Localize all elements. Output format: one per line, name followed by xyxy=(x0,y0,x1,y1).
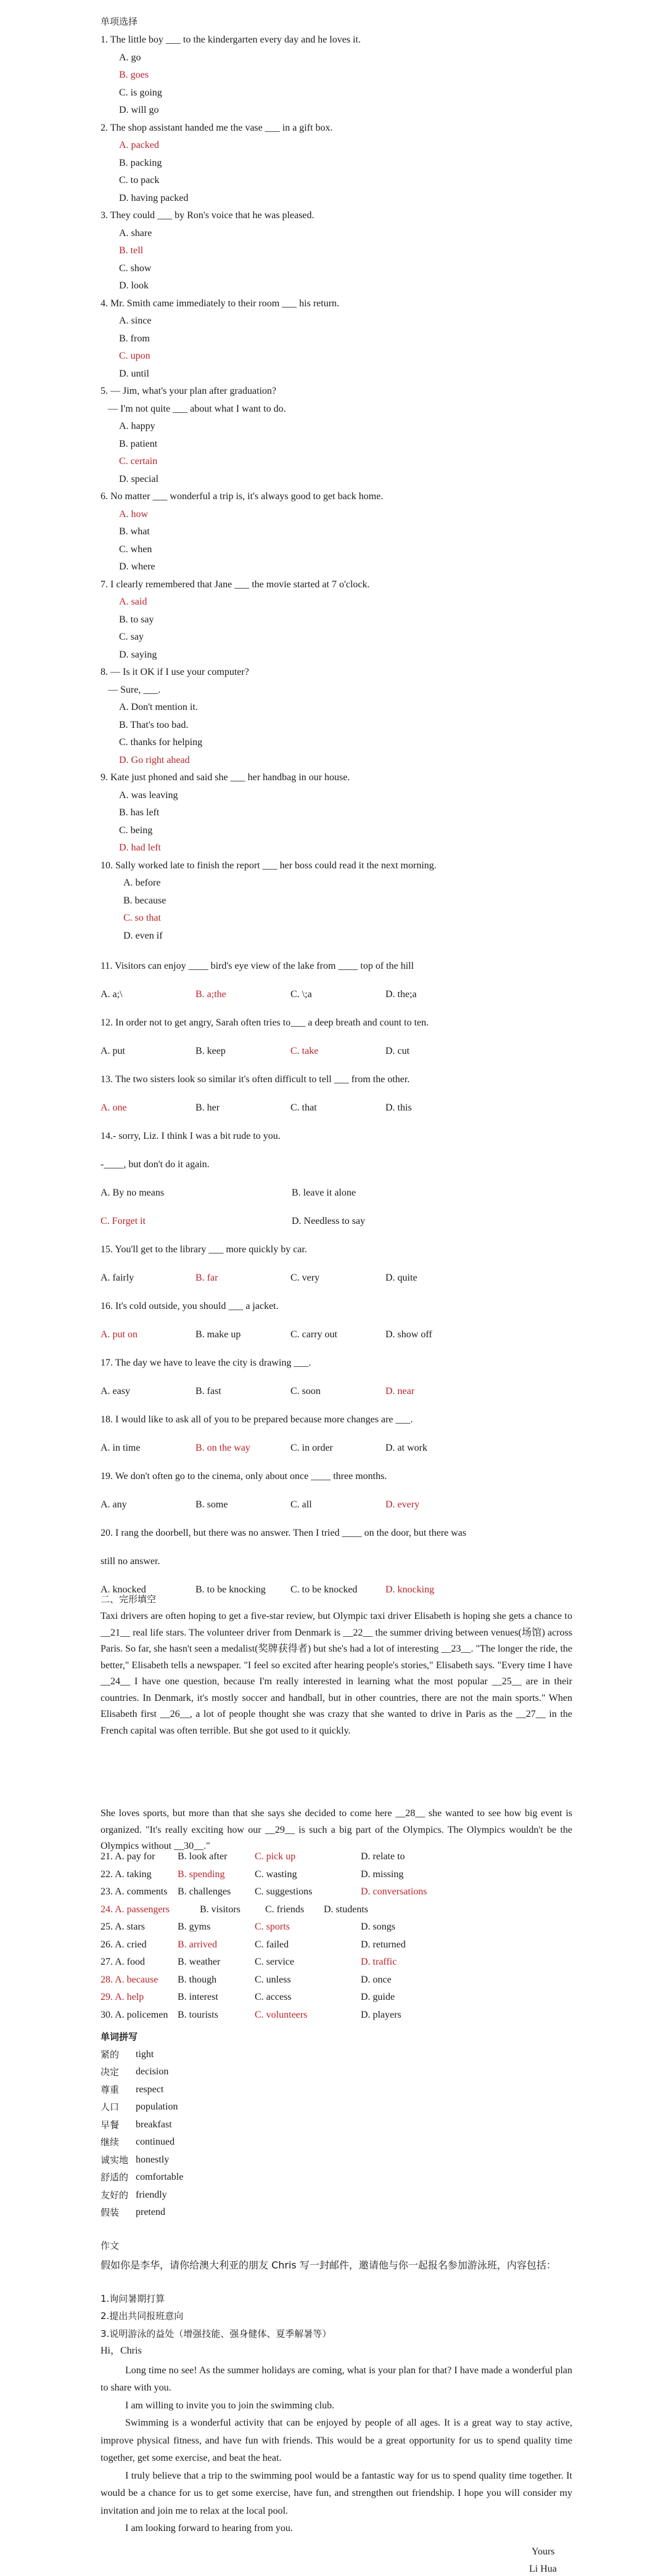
writing-point: 2.提出共同报班意向 xyxy=(101,2310,184,2321)
answer-option: B. her xyxy=(195,1103,220,1113)
answer-option: C. access xyxy=(255,1992,292,2002)
answer-option: D. cut xyxy=(385,1046,410,1056)
answer-option: C. in order xyxy=(290,1443,333,1453)
answer-option: C. \;a xyxy=(290,989,312,1000)
spelling-english: honestly xyxy=(136,2154,170,2165)
answer-option: B. though xyxy=(178,1974,217,1985)
answer-option: A. since xyxy=(119,316,152,326)
answer-option: B. weather xyxy=(178,1957,221,1967)
question-stem: 20. I rang the doorbell, but there was no answer. Then I tried ____ on the door, but there was xyxy=(101,1528,467,1538)
answer-option-correct: D. conversations xyxy=(361,1886,427,1897)
answer-option-correct: A. one xyxy=(101,1103,127,1113)
answer-option-correct: D. every xyxy=(385,1499,420,1510)
answer-option: D. where xyxy=(119,561,155,572)
section-heading-spelling: 单词拼写 xyxy=(101,2031,138,2042)
answer-option: D. quite xyxy=(385,1273,417,1283)
answer-option: D. saying xyxy=(119,649,157,660)
answer-option-correct: C. volunteers xyxy=(255,2009,308,2020)
answer-option: C. unless xyxy=(255,1974,291,1985)
question-stem-line2: -____, but don't do it again. xyxy=(101,1159,210,1170)
answer-option-correct: D. near xyxy=(385,1386,415,1396)
spelling-english: breakfast xyxy=(136,2119,172,2130)
answer-option: C. when xyxy=(119,544,152,555)
question-stem: 8. — Is it OK if I use your computer? xyxy=(101,667,249,677)
answer-option: A. in time xyxy=(101,1443,141,1453)
answer-option: D. returned xyxy=(361,1939,406,1950)
answer-option: B. patient xyxy=(119,438,158,449)
answer-option: D. relate to xyxy=(361,1851,405,1862)
answer-option: D. guide xyxy=(361,1992,395,2002)
section-heading-writing: 作文 xyxy=(101,2240,120,2251)
spelling-english: friendly xyxy=(136,2189,167,2200)
question-stem: 18. I would like to ask all of you to be prepared because more changes are ___. xyxy=(101,1414,413,1425)
answer-option: B. to say xyxy=(119,614,154,625)
answer-option: B. some xyxy=(195,1499,228,1510)
letter-signature: Li Hua xyxy=(529,2563,557,2574)
spelling-chinese: 人口 xyxy=(101,2101,120,2113)
writing-point: 1.询问暑期打算 xyxy=(101,2293,165,2304)
answer-option: C. wasting xyxy=(255,1869,297,1880)
spelling-chinese: 假装 xyxy=(101,2207,120,2218)
answer-option: C. that xyxy=(290,1103,317,1113)
answer-option-correct: B. on the way xyxy=(195,1443,250,1453)
answer-option: A. knocked xyxy=(101,1584,146,1595)
answer-option: A. before xyxy=(123,878,161,888)
spelling-english: population xyxy=(136,2101,178,2112)
question-stem: 9. Kate just phoned and said she ___ her handbag in our house. xyxy=(101,772,350,783)
answer-option: 30. A. policemen xyxy=(101,2009,168,2020)
question-stem: 1. The little boy ___ to the kindergarten every day and he loves it. xyxy=(101,35,361,45)
answer-option: C. failed xyxy=(255,1939,289,1950)
question-stem: 19. We don't often go to the cinema, only about once ____ three months. xyxy=(101,1471,387,1482)
answer-option: 22. A. taking xyxy=(101,1869,152,1880)
answer-option-correct: B. tell xyxy=(119,245,144,256)
answer-option: 23. A. comments xyxy=(101,1886,168,1897)
answer-option: D. will go xyxy=(119,105,159,115)
question-stem: 11. Visitors can enjoy ____ bird's eye view of the lake from ____ top of the hill xyxy=(101,961,414,971)
letter-closing: Yours xyxy=(532,2546,555,2557)
answer-option: B. leave it alone xyxy=(292,1188,356,1198)
spelling-chinese: 早餐 xyxy=(101,2119,120,2130)
answer-option-correct: A. how xyxy=(119,508,149,520)
cloze-passage-2: She loves sports, but more than that she says she decided to come here __28__ she wanted to see how big event is organized. "It's really exciting how our __29__ is such a big part of the Olympics. The Olympics wouldn't be the Olympics without __30__." xyxy=(101,1808,572,1851)
answer-option: B. tourists xyxy=(178,2009,218,2020)
answer-option: C. thanks for helping xyxy=(119,737,203,748)
answer-option: C. is going xyxy=(119,87,162,98)
question-stem-line2: still no answer. xyxy=(101,1556,160,1567)
answer-option-correct: A. said xyxy=(119,597,147,607)
answer-option: D. missing xyxy=(361,1869,404,1880)
spelling-chinese: 友好的 xyxy=(101,2189,129,2201)
answer-option-correct: D. Go right ahead xyxy=(119,754,190,765)
answer-option-correct: C. so that xyxy=(123,913,161,923)
answer-option: 25. A. stars xyxy=(101,1922,145,1932)
section-heading-cloze: 二、完形填空 xyxy=(101,1594,157,1605)
answer-option: C. show xyxy=(119,263,152,274)
spelling-chinese: 尊重 xyxy=(101,2084,120,2095)
answer-option: B. fast xyxy=(195,1386,221,1396)
answer-option-correct: B. arrived xyxy=(178,1939,217,1950)
answer-option: B. from xyxy=(119,333,150,344)
answer-option: B. to be knocking xyxy=(195,1584,266,1595)
spelling-chinese: 决定 xyxy=(101,2066,120,2077)
answer-option: D. look xyxy=(119,280,149,291)
answer-option-correct: 29. A. help xyxy=(101,1992,144,2002)
answer-option-correct: C. certain xyxy=(119,456,158,467)
question-stem: 13. The two sisters look so similar it's often difficult to tell ___ from the other. xyxy=(101,1074,410,1085)
question-stem: 5. — Jim, what's your plan after graduation? xyxy=(101,386,277,396)
answer-option: C. suggestions xyxy=(255,1886,313,1897)
answer-option: C. all xyxy=(290,1499,312,1510)
answer-option-correct: C. take xyxy=(290,1046,319,1056)
cloze-passage: Taxi drivers are often hoping to get a five-star review, but Olympic taxi driver Elisabeth is hoping she gets a chance to __21__ real life stars. The volunteer driver from Denmark is __22__ the summer driving between venues(场馆) across Paris. So far, she hasn't seen a medalist(奖牌获得者) but she's had a lot of interesting __23__. "The longer the ride, the better," Elisabeth tells a newspaper. "I feel so excited after hearing people's stories," Elisabeth says. "Every time I have __24__ I have one question, because I'm really interested in learning what the most popular __25__ are in their countries. In Denmark, it's mostly soccer and handball, but in other countries, there are not the main sports." When Elisabeth first __26__, a lot of people thought she was crazy that she wanted to drive in Paris as the __27__ in the French capital was often terrible. But she got used to it quickly. xyxy=(101,1611,572,1736)
answer-option: D. this xyxy=(385,1103,412,1113)
answer-option: C. to pack xyxy=(119,175,160,185)
answer-option-correct: C. sports xyxy=(255,1922,290,1932)
answer-option: B. look after xyxy=(178,1851,228,1862)
spelling-chinese: 紧的 xyxy=(101,2048,120,2060)
letter-paragraph: I am looking forward to hearing from you. xyxy=(125,2523,293,2533)
question-stem: 6. No matter ___ wonderful a trip is, it's always good to get back home. xyxy=(101,491,384,502)
answer-option: A. By no means xyxy=(101,1188,165,1198)
letter-paragraph: I truly believe that a trip to the swimming pool would be a fantastic way for us to spend quality time together. It would be a chance for us to get some exercise, have fun, and strengthen out friendship. I hope you will consider my invitation and join me to relax at the local pool. xyxy=(101,2470,572,2516)
answer-option: B. what xyxy=(119,526,150,537)
section-heading-single-choice: 单项选择 xyxy=(101,16,138,27)
answer-option: C. say xyxy=(119,632,144,642)
answer-option: B. has left xyxy=(119,807,160,818)
answer-option: D. even if xyxy=(123,930,163,941)
question-stem: 7. I clearly remembered that Jane ___ the movie started at 7 o'clock. xyxy=(101,579,370,590)
question-stem: 16. It's cold outside, you should ___ a jacket. xyxy=(101,1301,279,1311)
question-stem-line2: — I'm not quite ___ about what I want to do. xyxy=(108,403,286,414)
writing-point: 3.说明游泳的益处（增强技能、强身健体、夏季解暑等） xyxy=(101,2328,332,2339)
spelling-english: respect xyxy=(136,2084,164,2095)
question-stem-line2: — Sure, ___. xyxy=(108,684,161,695)
answer-option: C. very xyxy=(290,1273,320,1283)
spelling-english: comfortable xyxy=(136,2172,184,2182)
answer-option: A. a;\ xyxy=(101,989,123,1000)
answer-option: B. challenges xyxy=(178,1886,231,1897)
answer-option: A. was leaving xyxy=(119,789,178,801)
answer-option-correct: A. packed xyxy=(119,140,159,150)
answer-option-correct: B. goes xyxy=(119,70,149,80)
letter-paragraph: I am willing to invite you to join the swimming club. xyxy=(125,2400,335,2411)
answer-option-correct: C. Forget it xyxy=(101,1216,146,1226)
answer-option: D. having packed xyxy=(119,192,189,203)
answer-option: D. until xyxy=(119,368,149,379)
answer-option: A. put xyxy=(101,1046,125,1056)
spelling-english: decision xyxy=(136,2066,169,2077)
answer-option: 27. A. food xyxy=(101,1957,145,1967)
answer-option: A. easy xyxy=(101,1386,130,1396)
writing-prompt: 假如你是李华，请你给澳大利亚的朋友 Chris 写一封邮件，邀请他与你一起报名参加游泳班，内容包括： xyxy=(101,2259,556,2271)
answer-option: D. show off xyxy=(385,1329,432,1340)
question-stem: 12. In order not to get angry, Sarah often tries to___ a deep breath and count to ten. xyxy=(101,1017,429,1028)
question-stem: 14.- sorry, Liz. I think I was a bit rude to you. xyxy=(101,1131,281,1141)
spelling-english: continued xyxy=(136,2137,175,2147)
answer-option: A. Don't mention it. xyxy=(119,702,198,712)
answer-option: B. gyms xyxy=(178,1922,211,1932)
answer-option: B. interest xyxy=(178,1992,218,2002)
answer-option-correct: D. had left xyxy=(119,842,161,853)
question-stem: 10. Sally worked late to finish the report ___ her boss could read it the next morning. xyxy=(101,860,437,871)
answer-option: 21. A. pay for xyxy=(101,1851,155,1862)
spelling-english: tight xyxy=(136,2048,154,2060)
letter-paragraph: Long time no see! As the summer holidays are coming, what is your plan for that? I have made a wonderful plan to share with you. xyxy=(101,2365,572,2393)
answer-option-correct: A. put on xyxy=(101,1329,138,1340)
question-stem: 3. They could ___ by Ron's voice that he was pleased. xyxy=(101,210,314,221)
answer-option: C. service xyxy=(255,1957,294,1967)
answer-option-correct: B. a;the xyxy=(195,989,226,1000)
answer-option: B. make up xyxy=(195,1329,241,1340)
answer-option: A. happy xyxy=(119,421,155,431)
answer-option: B. That's too bad. xyxy=(119,719,189,730)
answer-option: D. the;a xyxy=(385,989,417,1000)
answer-option: D. students xyxy=(324,1904,368,1915)
question-stem: 17. The day we have to leave the city is drawing ___. xyxy=(101,1358,311,1368)
answer-option: D. once xyxy=(361,1974,392,1985)
question-stem: 15. You'll get to the library ___ more quickly by car. xyxy=(101,1244,307,1255)
answer-option-correct: B. spending xyxy=(178,1869,225,1880)
answer-option: A. share xyxy=(119,227,152,238)
answer-option-correct: B. far xyxy=(195,1273,218,1283)
answer-option: B. visitors xyxy=(200,1904,240,1915)
answer-option: C. soon xyxy=(290,1386,321,1396)
answer-option-correct: 24. A. passengers xyxy=(101,1904,170,1915)
question-stem: 4. Mr. Smith came immediately to their room ___ his return. xyxy=(101,298,340,309)
answer-option: C. friends xyxy=(265,1904,305,1915)
answer-option: B. packing xyxy=(119,157,162,168)
answer-option: D. Needless to say xyxy=(292,1216,366,1226)
answer-option: B. because xyxy=(123,895,166,906)
answer-option: D. at work xyxy=(385,1443,427,1453)
answer-option-correct: C. pick up xyxy=(255,1851,296,1862)
answer-option: 26. A. cried xyxy=(101,1939,147,1950)
answer-option-correct: D. knocking xyxy=(385,1584,435,1595)
answer-option: B. keep xyxy=(195,1046,226,1056)
answer-option: A. fairly xyxy=(101,1273,134,1283)
answer-option: C. carry out xyxy=(290,1329,337,1340)
answer-option-correct: C. upon xyxy=(119,351,150,361)
answer-option: D. special xyxy=(119,473,158,484)
letter-paragraph: Swimming is a wonderful activity that can be enjoyed by people of all ages. It is a great way to stay active, improve physical fitness, and have fun with friends. This would be a great opportunity for us to spend quality time together, get some exercise, and beat the heat. xyxy=(101,2418,572,2463)
question-stem: 2. The shop assistant handed me the vase ___ in a gift box. xyxy=(101,122,333,133)
answer-option: C. being xyxy=(119,825,153,836)
spelling-chinese: 继续 xyxy=(101,2137,120,2148)
answer-option: D. players xyxy=(361,2009,401,2020)
answer-option-correct: D. traffic xyxy=(361,1957,397,1967)
spelling-chinese: 舒适的 xyxy=(101,2172,129,2183)
letter-greeting: Hi，Chris xyxy=(101,2346,142,2356)
spelling-english: pretend xyxy=(136,2207,165,2217)
spelling-chinese: 诚实地 xyxy=(101,2154,129,2166)
answer-option: A. go xyxy=(119,52,141,63)
answer-option-correct: 28. A. because xyxy=(101,1974,158,1985)
answer-option: A. any xyxy=(101,1499,127,1510)
answer-option: D. songs xyxy=(361,1922,396,1932)
answer-option: C. to be knocked xyxy=(290,1584,358,1595)
